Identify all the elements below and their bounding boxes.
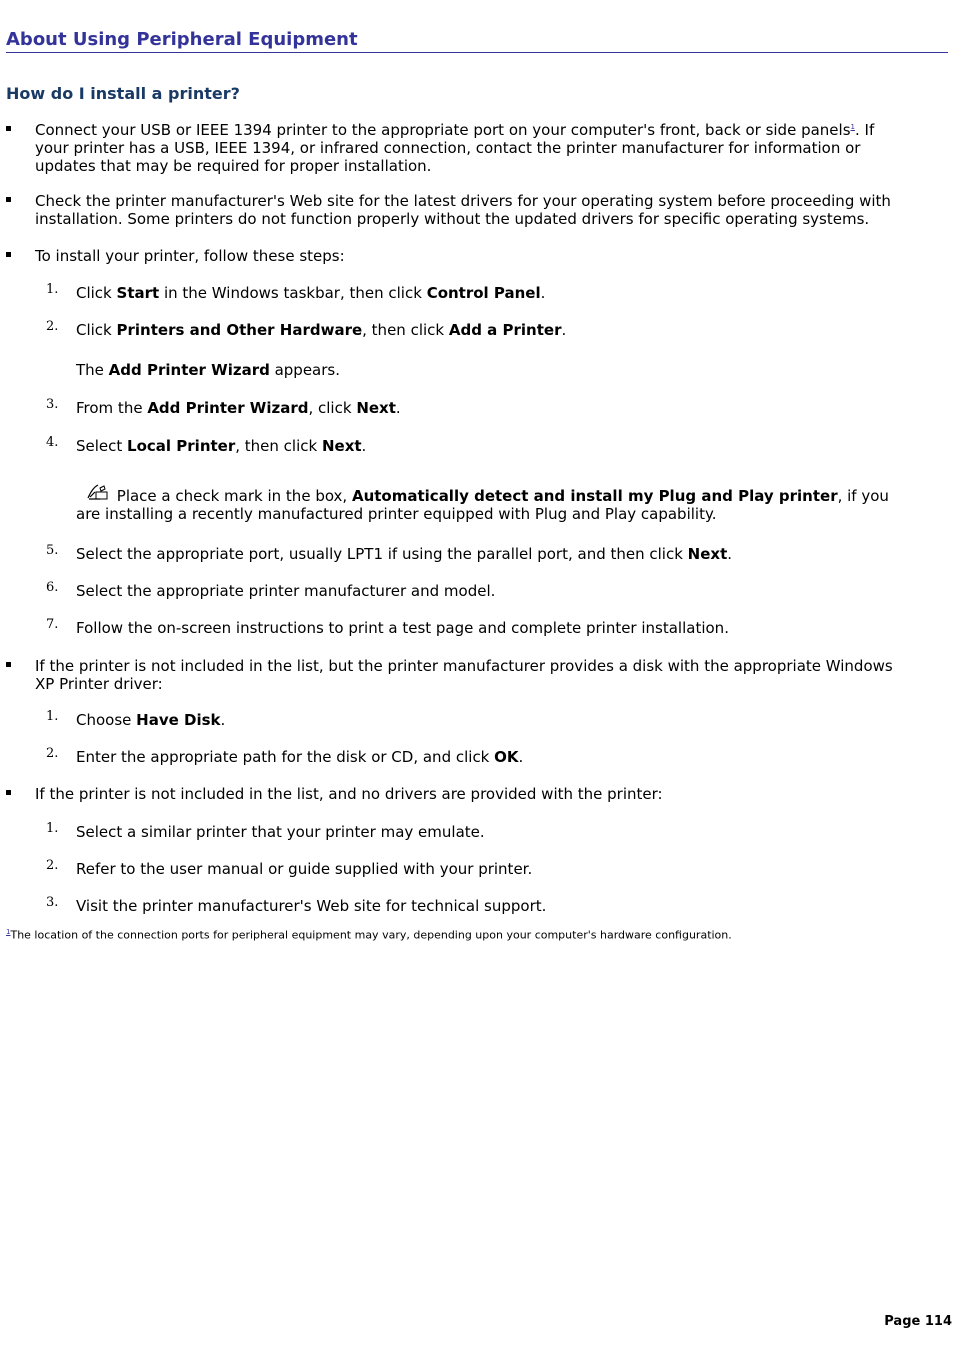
- step-text: .: [395, 399, 401, 417]
- step-text: Select: [76, 437, 128, 455]
- step-item: [46, 897, 906, 915]
- step-bold: Add Printer Wizard: [147, 399, 309, 417]
- step-item: [46, 619, 906, 637]
- step-number: 3.: [46, 397, 59, 412]
- step-number: 7.: [46, 617, 59, 632]
- step-text: .: [518, 748, 524, 766]
- section-heading: How do I install a printer?: [6, 84, 240, 103]
- step-item: [46, 582, 906, 600]
- step-text: .: [220, 711, 226, 729]
- bullet-marker: [6, 126, 11, 131]
- step-number: 1.: [46, 282, 59, 297]
- bullet-text: Check the printer manufacturer's Web site for the latest drivers for your operating system before proceeding with installation. Some printers do not function properly without the updated drivers for specific operating systems.: [35, 192, 891, 228]
- step-text: , click: [308, 399, 357, 417]
- bullet-install-steps: [6, 247, 906, 265]
- step-text: .: [540, 284, 546, 302]
- bullet-text: If the printer is not included in the list, but the printer manufacturer provides a disk with the appropriate Windows XP Printer driver:: [35, 657, 893, 693]
- bullet-check-drivers: [6, 192, 906, 228]
- step-text: .: [561, 321, 567, 339]
- step-number: 2.: [46, 319, 59, 334]
- page-number: Page 114: [884, 1314, 952, 1329]
- step-text: Select the appropriate printer manufacturer and model.: [76, 582, 496, 600]
- step-number: 1.: [46, 709, 59, 724]
- bullet-connect-printer: [6, 121, 906, 175]
- step-text: Select the appropriate port, usually LPT1 if using the parallel port, and then click: [76, 545, 688, 563]
- step-text: Click: [76, 284, 117, 302]
- step-number: 4.: [46, 435, 59, 450]
- step-bold: Printers and Other Hardware: [116, 321, 363, 339]
- step-text: Follow the on-screen instructions to print a test page and complete printer installation.: [76, 619, 729, 637]
- step-bold: Next: [687, 545, 728, 563]
- bullet-marker: [6, 197, 11, 202]
- step-text: Select a similar printer that your printer may emulate.: [76, 823, 485, 841]
- step-text: Choose: [76, 711, 137, 729]
- para-bold: Add Printer Wizard: [108, 361, 270, 379]
- bullet-text: If the printer is not included in the list, and no drivers are provided with the printer:: [35, 785, 663, 803]
- step-item: [46, 823, 906, 841]
- step-text: Refer to the user manual or guide supplied with your printer.: [76, 860, 533, 878]
- step-number: 2.: [46, 746, 59, 761]
- page-title: About Using Peripheral Equipment: [6, 30, 948, 53]
- step-item: [46, 437, 906, 455]
- step-text: Visit the printer manufacturer's Web site for technical support.: [76, 897, 547, 915]
- step-bold: OK: [494, 748, 519, 766]
- bullet-text: Connect your USB or IEEE 1394 printer to the appropriate port on your computer's front, back or side panels: [35, 121, 851, 139]
- bullet-marker: [6, 252, 11, 257]
- step-item: [46, 399, 906, 417]
- para-text: appears.: [269, 361, 341, 379]
- bullet-disk-driver: [6, 657, 906, 693]
- step-item: [46, 284, 906, 302]
- step-bold: Control Panel: [426, 284, 541, 302]
- step-bold: Add a Printer: [448, 321, 562, 339]
- step-text: .: [727, 545, 733, 563]
- step-item: [46, 711, 906, 729]
- step-number: 2.: [46, 858, 59, 873]
- bullet-text: . If your printer has a USB, IEEE 1394, or infrared connection, contact the printer manufacturer for information or updates that may be required for proper installation.: [35, 121, 875, 175]
- step-text: From the: [76, 399, 148, 417]
- note-pencil-icon: [86, 483, 112, 505]
- note: [76, 483, 906, 523]
- step-text: , then click: [362, 321, 449, 339]
- step-text: , then click: [235, 437, 322, 455]
- note-text: Place a check mark in the box,: [112, 487, 352, 505]
- footnote-text: The location of the connection ports for peripheral equipment may vary, depending upon your computer's hardware configuration.: [10, 928, 732, 942]
- step-item: [46, 321, 906, 339]
- bullet-marker: [6, 790, 11, 795]
- footnote-mark[interactable]: 1: [6, 928, 11, 936]
- para-text: The: [76, 361, 109, 379]
- step-paragraph: [76, 361, 906, 379]
- bullet-no-drivers: [6, 785, 906, 803]
- step-bold: Start: [116, 284, 160, 302]
- footnote: [6, 925, 946, 943]
- step-bold: Have Disk: [136, 711, 221, 729]
- step-bold: Next: [356, 399, 396, 417]
- step-bold: Next: [321, 437, 362, 455]
- note-bold: Automatically detect and install my Plug and Play printer: [351, 487, 838, 505]
- step-text: in the Windows taskbar, then click: [159, 284, 427, 302]
- step-number: 6.: [46, 580, 59, 595]
- step-text: Enter the appropriate path for the disk or CD, and click: [76, 748, 495, 766]
- step-number: 1.: [46, 821, 59, 836]
- bullet-marker: [6, 662, 11, 667]
- step-item: [46, 860, 906, 878]
- note-text: , if you are installing a recently manufactured printer equipped with Plug and Play capability.: [76, 487, 889, 523]
- step-number: 3.: [46, 895, 59, 910]
- step-item: [46, 545, 906, 563]
- step-text: .: [361, 437, 367, 455]
- step-text: Click: [76, 321, 117, 339]
- step-number: 5.: [46, 543, 59, 558]
- step-item: [46, 748, 906, 766]
- step-bold: Local Printer: [127, 437, 236, 455]
- footnote-link[interactable]: 1: [850, 123, 855, 131]
- bullet-text: To install your printer, follow these steps:: [35, 247, 345, 265]
